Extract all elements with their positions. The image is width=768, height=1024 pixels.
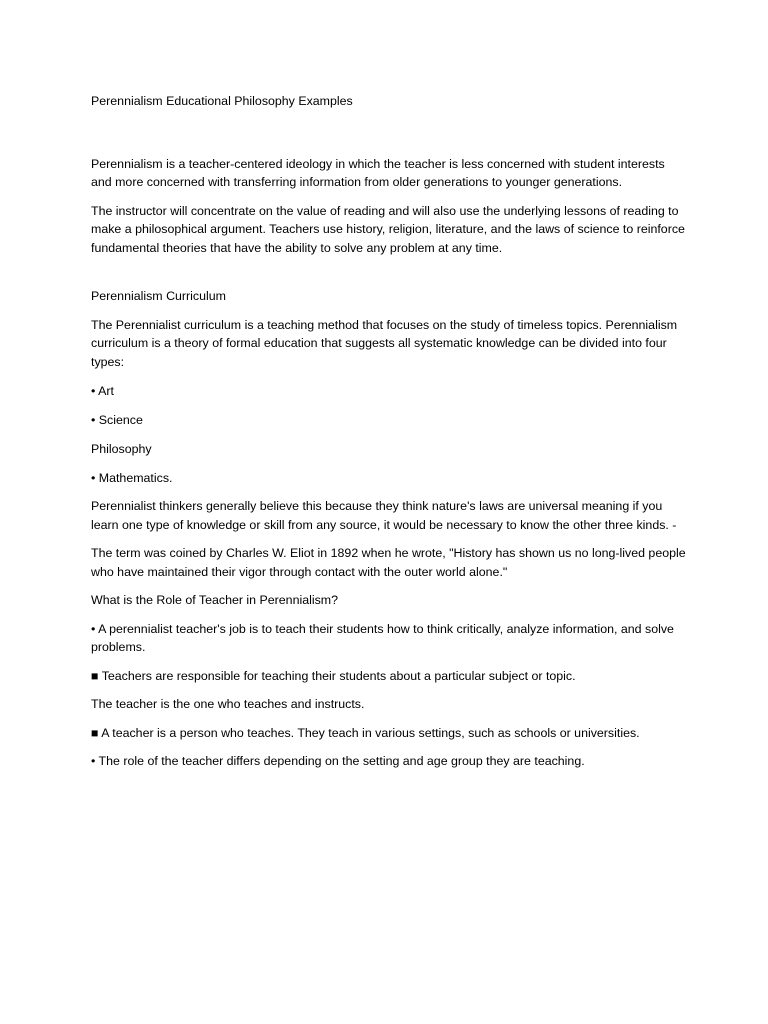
spacer — [91, 371, 688, 382]
spacer — [91, 742, 688, 752]
spacer — [91, 257, 688, 287]
curriculum-item-science: • Science — [91, 412, 143, 427]
teacher-role-point-4: ■ A teacher is a person who teaches. They teach in various settings, such as schools or universities. — [91, 725, 640, 740]
curriculum-origin-paragraph: The term was coined by Charles W. Eliot in 1892 when he wrote, "History has shown us no long-lived people who have maintained their vigor through contact with the outer world alone." — [91, 546, 686, 579]
spacer — [91, 192, 688, 202]
spacer — [91, 534, 688, 544]
intro-paragraph-1: Perennialism is a teacher-centered ideology in which the teacher is less concerned with student interests and more concerned with transferring information from older generations to younger generations. — [91, 156, 665, 189]
spacer — [91, 657, 688, 667]
spacer — [91, 714, 688, 724]
teacher-role-point-2: ■ Teachers are responsible for teaching their students about a particular subject or topic. — [91, 668, 576, 683]
spacer — [91, 581, 688, 591]
spacer — [91, 458, 688, 469]
curriculum-item-art: • Art — [91, 383, 114, 398]
spacer — [91, 685, 688, 695]
spacer — [91, 111, 688, 155]
spacer — [91, 610, 688, 620]
intro-paragraph-2: The instructor will concentrate on the value of reading and will also use the underlying lessons of reading to make a philosophical argument. Teachers use history, religion, literature, and the laws of science to reinforce fundamental theories that have the ability to solve any problem at any time. — [91, 203, 685, 255]
teacher-role-point-3: The teacher is the one who teaches and instructs. — [91, 697, 365, 711]
curriculum-heading: Perennialism Curriculum — [91, 289, 226, 303]
curriculum-belief-paragraph: Perennialist thinkers generally believe this because they think nature's laws are universal meaning if you learn one type of knowledge or skill from any source, it would be necessary to know the other three kinds. - — [91, 499, 677, 532]
curriculum-description: The Perennialist curriculum is a teaching method that focuses on the study of timeless topics. Perennialism curriculum is a theory of formal education that suggests all systematic knowledge can be divided into four types: — [91, 317, 678, 369]
document-title: Perennialism Educational Philosophy Examples — [91, 94, 353, 108]
teacher-role-heading: What is the Role of Teacher in Perennialism? — [91, 593, 339, 607]
spacer — [91, 429, 688, 440]
spacer — [91, 400, 688, 411]
curriculum-item-philosophy: Philosophy — [91, 441, 152, 456]
curriculum-item-mathematics: • Mathematics. — [91, 470, 173, 485]
spacer — [91, 487, 688, 497]
teacher-role-point-5: • The role of the teacher differs depending on the setting and age group they are teaching. — [91, 754, 585, 768]
teacher-role-point-1: • A perennialist teacher's job is to teach their students how to think critically, analyze information, and solve problems. — [91, 621, 674, 654]
spacer — [91, 306, 688, 316]
